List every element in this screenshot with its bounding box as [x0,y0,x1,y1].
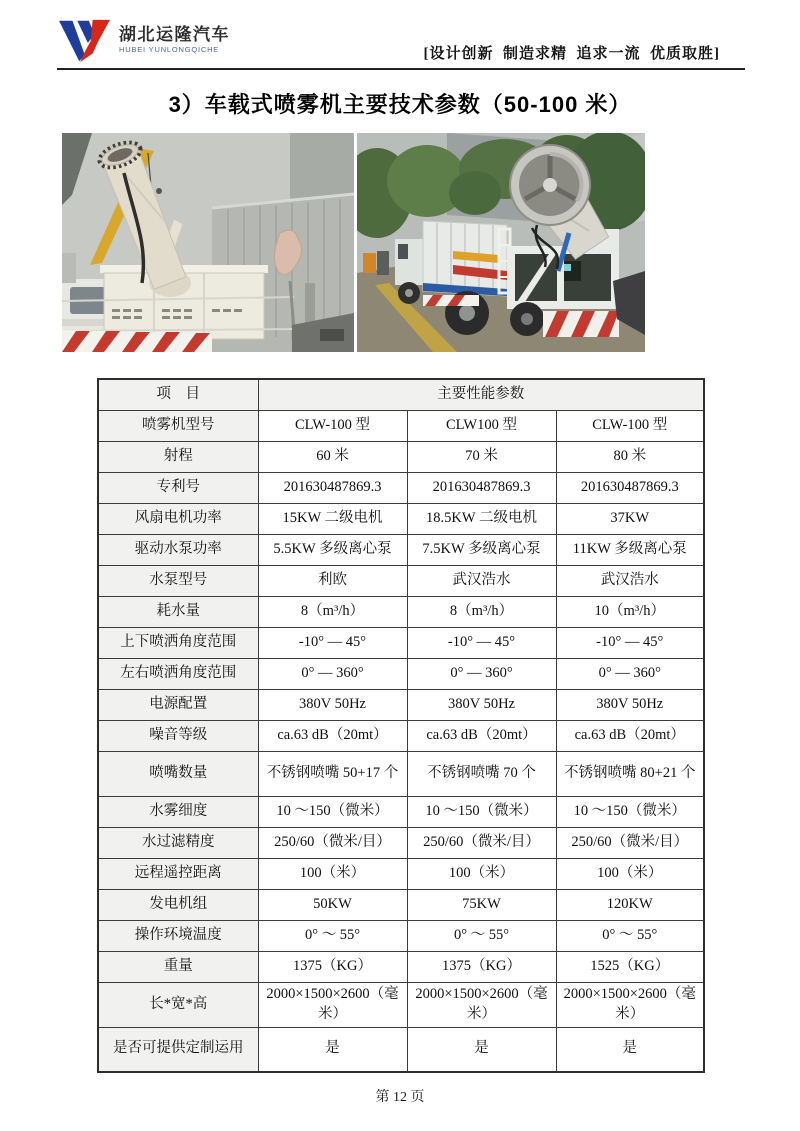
spray-truck-rear-photo [357,133,645,352]
spec-value: 1525（KG） [556,951,704,982]
company-logo [57,16,230,64]
spec-value: 10 ～150（微米） [407,796,556,827]
spec-value: 是 [258,1027,407,1072]
table-header-row [98,379,704,410]
spec-value: 11KW 多级离心泵 [556,534,704,565]
spec-label: 远程遥控距离 [98,858,258,889]
table-row [98,796,704,827]
spec-value: CLW-100 型 [556,410,704,441]
spec-value: 1375（KG） [407,951,556,982]
spec-value: ca.63 dB（20mt） [258,720,407,751]
spray-cannon-closeup-photo [62,133,354,352]
spec-value: 18.5KW 二级电机 [407,503,556,534]
spec-value: 10 ～150（微米） [258,796,407,827]
spec-value: 10（m³/h） [556,596,704,627]
table-row [98,534,704,565]
spec-value: 不锈钢喷嘴 70 个 [407,751,556,796]
spec-value: 0° — 360° [407,658,556,689]
spec-value: 80 米 [556,441,704,472]
table-row [98,596,704,627]
yl-monogram-icon [57,16,111,64]
table-row [98,889,704,920]
spec-value: ca.63 dB（20mt） [407,720,556,751]
spec-value: 0° — 360° [258,658,407,689]
spec-value: -10° — 45° [407,627,556,658]
spec-label: 电源配置 [98,689,258,720]
spec-value: 50KW [258,889,407,920]
spec-value: -10° — 45° [258,627,407,658]
spec-label: 是否可提供定制运用 [98,1027,258,1072]
spec-label: 左右喷洒角度范围 [98,658,258,689]
spec-value: 5.5KW 多级离心泵 [258,534,407,565]
table-row [98,472,704,503]
spec-label: 水泵型号 [98,565,258,596]
spec-value: 不锈钢喷嘴 50+17 个 [258,751,407,796]
spec-value: 0° ～ 55° [258,920,407,951]
header-item-col: 项 目 [98,379,258,410]
spec-value: 武汉浩水 [407,565,556,596]
spec-value: 2000×1500×2600（毫米） [258,982,407,1027]
spec-value: 0° ～ 55° [407,920,556,951]
spec-value: 201630487869.3 [407,472,556,503]
spec-label: 驱动水泵功率 [98,534,258,565]
spec-value: 380V 50Hz [556,689,704,720]
spec-value: 2000×1500×2600（毫米） [556,982,704,1027]
product-photos [62,133,645,352]
table-row [98,827,704,858]
spec-value: 70 米 [407,441,556,472]
spec-label: 上下喷洒角度范围 [98,627,258,658]
spec-label: 专利号 [98,472,258,503]
table-row [98,565,704,596]
page-header [57,14,745,72]
spec-value: 是 [556,1027,704,1072]
spec-value: 380V 50Hz [258,689,407,720]
spec-value: 是 [407,1027,556,1072]
spec-value: 250/60（微米/目） [556,827,704,858]
header-slogan: [设计创新 制造求精 追求一流 优质取胜] [423,46,720,62]
spec-label: 发电机组 [98,889,258,920]
spec-value: 利欧 [258,565,407,596]
table-row [98,858,704,889]
table-row [98,951,704,982]
spec-label: 风扇电机功率 [98,503,258,534]
spec-value: 7.5KW 多级离心泵 [407,534,556,565]
cargo-box [423,221,510,296]
spec-label: 喷雾机型号 [98,410,258,441]
table-row [98,689,704,720]
spec-value: 201630487869.3 [556,472,704,503]
spec-value: 201630487869.3 [258,472,407,503]
spec-label: 长*宽*高 [98,982,258,1027]
table-row [98,751,704,796]
spec-value: 15KW 二级电机 [258,503,407,534]
spec-value: 10 ～150（微米） [556,796,704,827]
spec-value: 60 米 [258,441,407,472]
spec-value: 380V 50Hz [407,689,556,720]
spec-value: 1375（KG） [258,951,407,982]
spec-value: 0° — 360° [556,658,704,689]
table-row [98,982,704,1027]
spec-label: 水雾细度 [98,796,258,827]
spec-value: 100（米） [258,858,407,889]
company-name-en: HUBEI YUNLONGQICHE [119,44,220,54]
spec-label: 耗水量 [98,596,258,627]
table-row [98,627,704,658]
spec-label: 噪音等级 [98,720,258,751]
header-rule [57,68,745,70]
table-row [98,441,704,472]
spec-value: 100（米） [407,858,556,889]
spec-value: 250/60（微米/目） [407,827,556,858]
spec-label: 水过滤精度 [98,827,258,858]
table-row [98,410,704,441]
header-span-col: 主要性能参数 [258,379,704,410]
spec-value: CLW100 型 [407,410,556,441]
table-row [98,720,704,751]
spec-value: 8（m³/h） [258,596,407,627]
spec-value: 8（m³/h） [407,596,556,627]
spec-value: 100（米） [556,858,704,889]
spec-label: 操作环境温度 [98,920,258,951]
table-row [98,658,704,689]
hazard-stripe-barrier [62,330,212,352]
table-row [98,1027,704,1072]
spec-value: 120KW [556,889,704,920]
spec-value: CLW-100 型 [258,410,407,441]
spec-value: 武汉浩水 [556,565,704,596]
company-name: 湖北运隆汽车 [119,25,230,45]
page-number: 第 12 页 [375,1090,425,1105]
truck-cab [395,239,423,304]
table-row [98,920,704,951]
spec-value: 250/60（微米/目） [258,827,407,858]
spec-value: -10° — 45° [556,627,704,658]
spec-label: 喷嘴数量 [98,751,258,796]
spec-value: 2000×1500×2600（毫米） [407,982,556,1027]
spec-value: 不锈钢喷嘴 80+21 个 [556,751,704,796]
spec-value: 0° ～ 55° [556,920,704,951]
page-title: 3）车载式喷雾机主要技术参数（50-100 米） [168,92,632,117]
spec-label: 射程 [98,441,258,472]
spec-value: 37KW [556,503,704,534]
spec-value: 75KW [407,889,556,920]
spec-value: ca.63 dB（20mt） [556,720,704,751]
table-row [98,503,704,534]
spec-table [97,378,705,1073]
spec-label: 重量 [98,951,258,982]
